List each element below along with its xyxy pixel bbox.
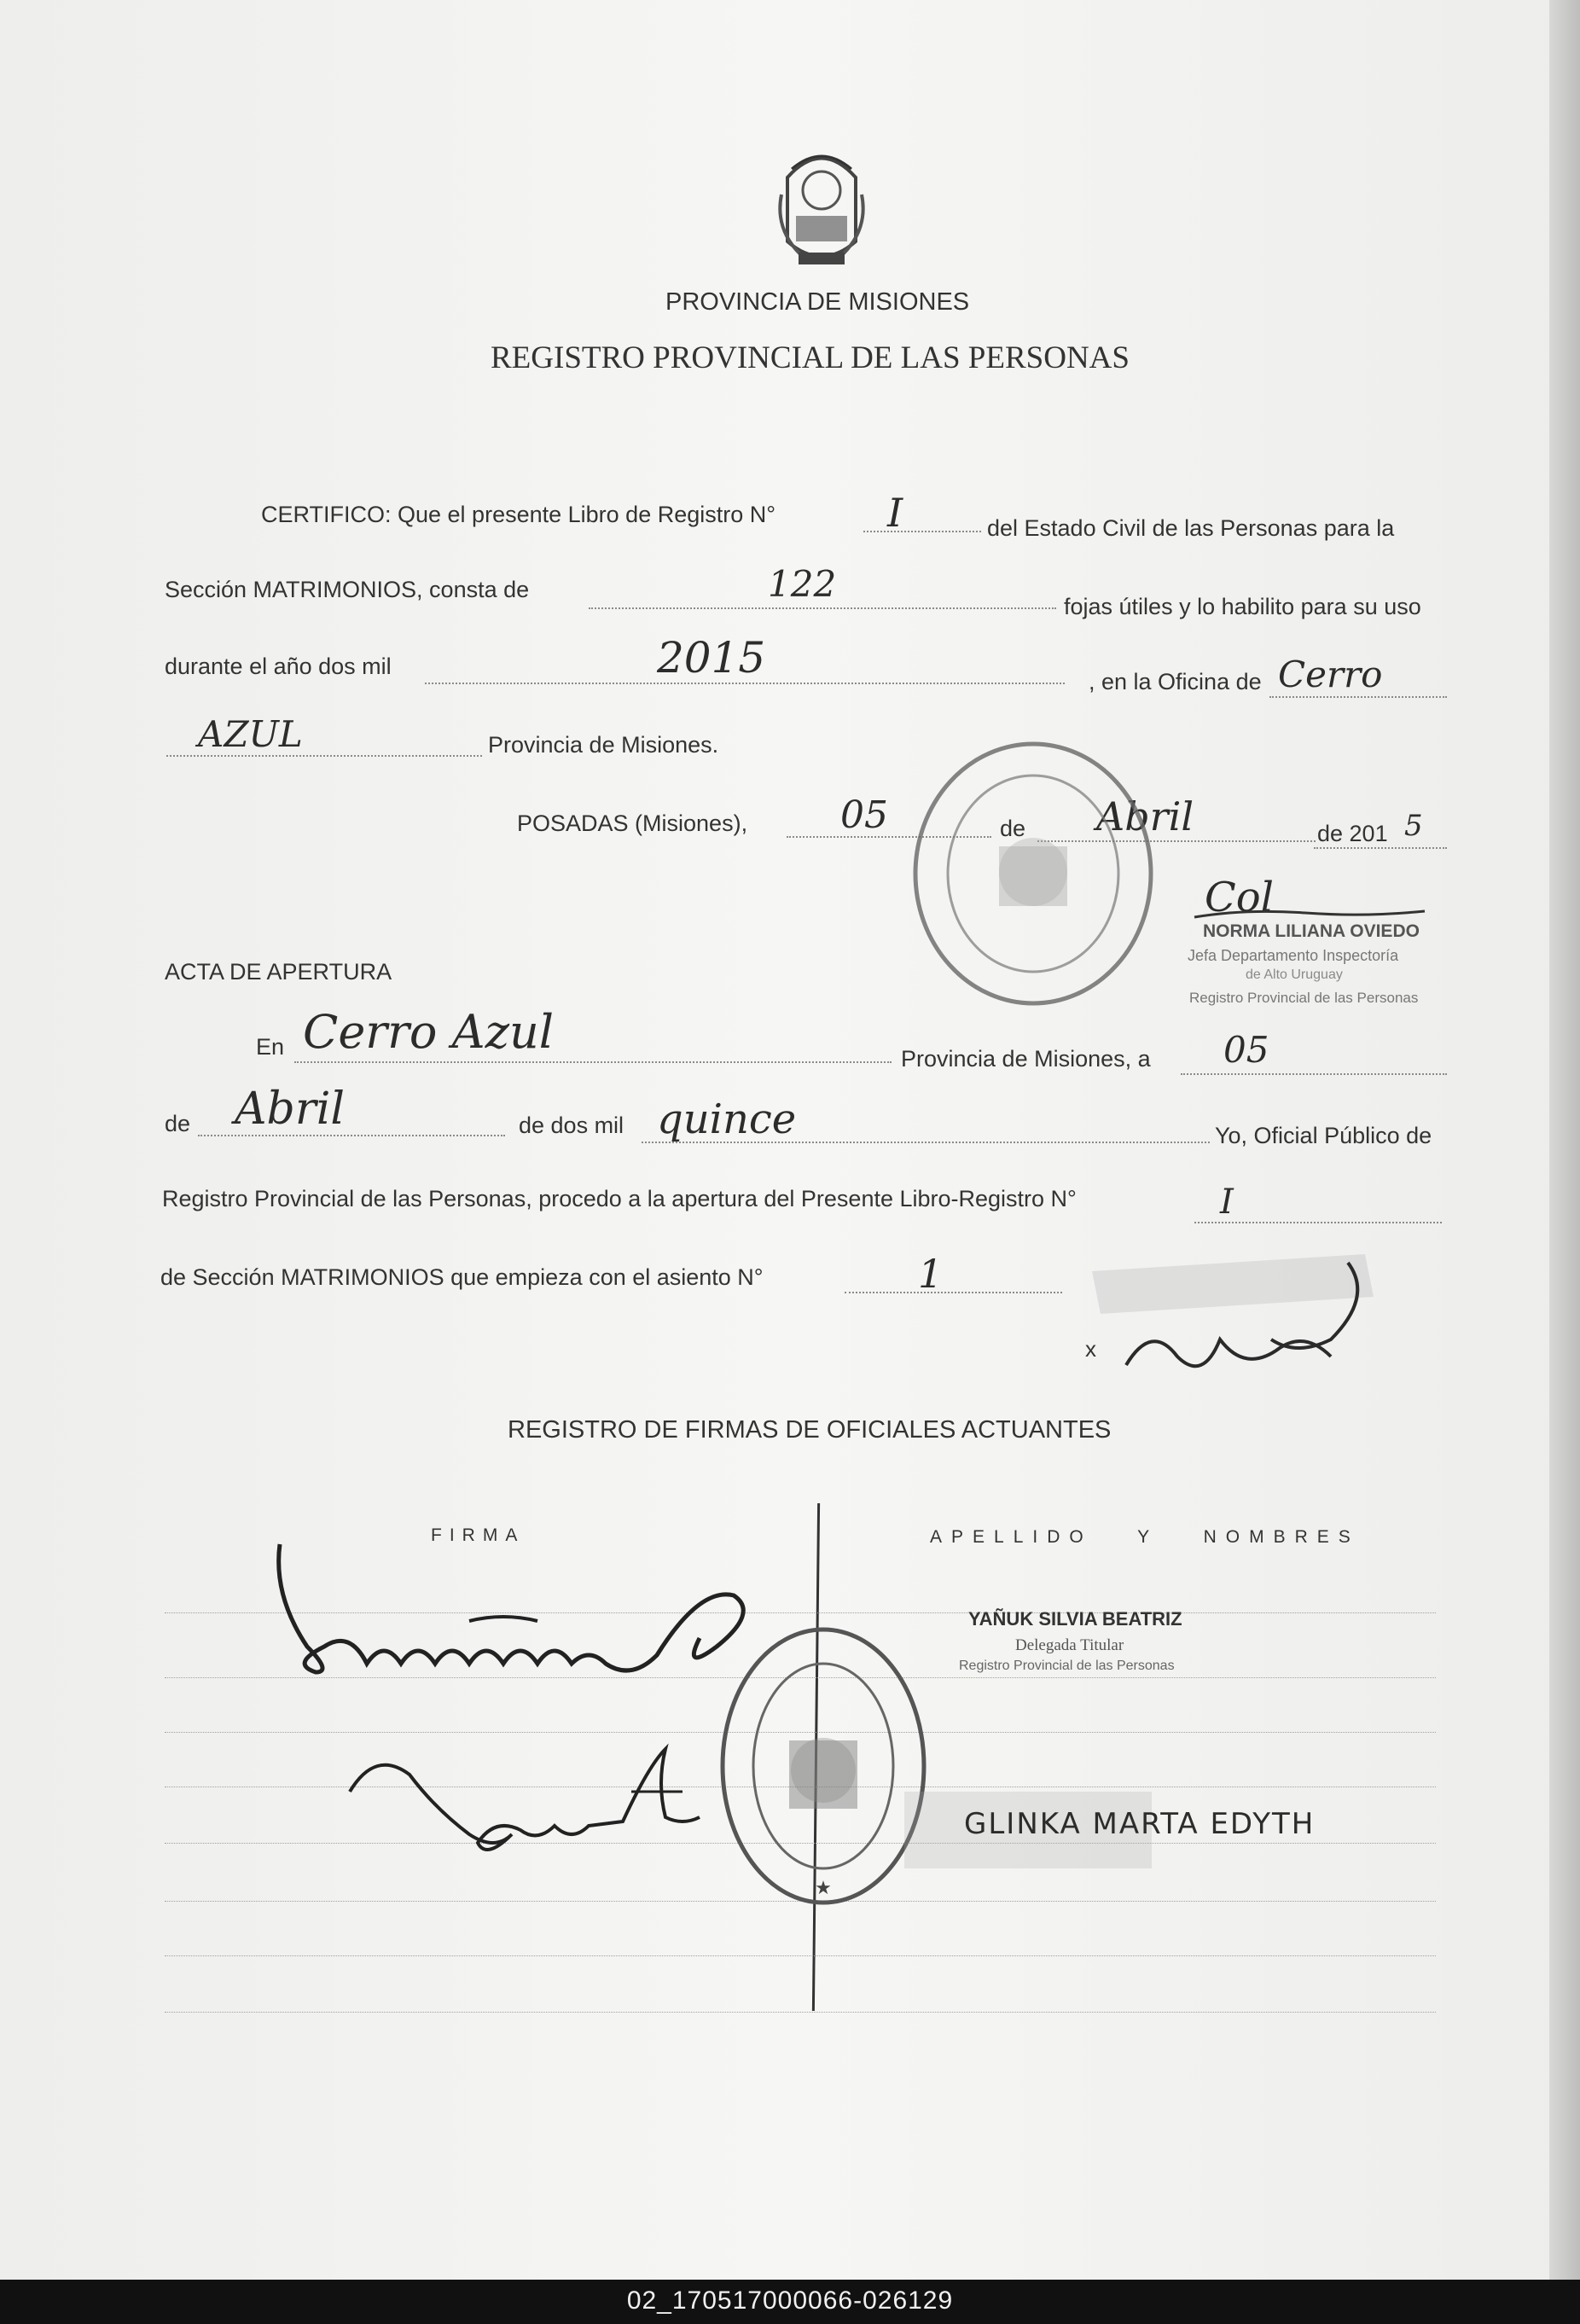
official1-title: Delegada Titular bbox=[1015, 1636, 1124, 1654]
certificate-text: de 201 bbox=[1317, 821, 1388, 846]
fill-line bbox=[863, 531, 981, 532]
certificate-text: de bbox=[1000, 816, 1026, 841]
fill-line bbox=[845, 1292, 1062, 1293]
certificate-year-digit: 5 bbox=[1404, 809, 1423, 843]
certificate-text: Sección MATRIMONIOS, consta de bbox=[165, 577, 530, 602]
names-column-header: APELLIDO Y NOMBRES bbox=[930, 1527, 1360, 1547]
province-coat-of-arms-icon bbox=[766, 143, 877, 271]
certificate-month: Abril bbox=[1096, 793, 1194, 840]
opening-text: de bbox=[165, 1111, 191, 1136]
opening-text: En bbox=[256, 1034, 285, 1060]
document-id: 02_170517000066-026129 bbox=[626, 2286, 954, 2315]
official2-name: GLINKA MARTA EDYTH bbox=[964, 1807, 1316, 1841]
opening-book-number: I bbox=[1220, 1182, 1234, 1222]
registry-year: 2015 bbox=[657, 633, 766, 683]
fill-line bbox=[1314, 847, 1447, 849]
registry-title: REGISTRO PROVINCIAL DE LAS PERSONAS bbox=[491, 340, 1130, 375]
certificate-text: CERTIFICO: Que el presente Libro de Registro N° bbox=[261, 502, 776, 527]
svg-text:x: x bbox=[1085, 1336, 1096, 1362]
fill-line bbox=[589, 607, 1056, 609]
opening-text: Yo, Oficial Público de bbox=[1215, 1123, 1432, 1148]
fill-line bbox=[166, 755, 482, 757]
signatures-heading: REGISTRO DE FIRMAS DE OFICIALES ACTUANTES bbox=[508, 1416, 1112, 1444]
official1-name: YAÑUK SILVIA BEATRIZ bbox=[968, 1608, 1182, 1630]
ruled-line bbox=[165, 2012, 1436, 2013]
official1-org: Registro Provincial de las Personas bbox=[959, 1659, 1175, 1673]
fill-line bbox=[1194, 1222, 1442, 1223]
place-label: POSADAS (Misiones), bbox=[517, 810, 748, 836]
certifier-name: NORMA LILIANA OVIEDO bbox=[1203, 921, 1420, 941]
signature-column-header: FIRMA bbox=[431, 1525, 526, 1545]
book-number: I bbox=[887, 490, 903, 536]
opening-entry-number: 1 bbox=[918, 1251, 944, 1297]
svg-text:★: ★ bbox=[815, 1877, 832, 1898]
certificate-text: Provincia de Misiones. bbox=[488, 732, 719, 758]
opening-day: 05 bbox=[1223, 1029, 1269, 1071]
opening-text: Provincia de Misiones, a bbox=[901, 1046, 1151, 1072]
official2-signature-icon bbox=[341, 1732, 725, 1877]
certificate-text: fojas útiles y lo habilito para su uso bbox=[1064, 594, 1421, 619]
certificate-text: durante el año dos mil bbox=[165, 654, 392, 679]
fill-line bbox=[1269, 696, 1447, 698]
official-seal-icon bbox=[909, 735, 1157, 1013]
folio-count: 122 bbox=[768, 563, 837, 605]
opening-month: Abril bbox=[235, 1084, 345, 1135]
office-name-part2: AZUL bbox=[198, 713, 303, 755]
certifier-org: Registro Provincial de las Personas bbox=[1189, 990, 1419, 1006]
page-edge bbox=[1549, 0, 1580, 2282]
opening-text: de Sección MATRIMONIOS que empieza con el asiento N° bbox=[160, 1264, 764, 1290]
office-name-part1: Cerro bbox=[1278, 654, 1383, 695]
opening-text: Registro Provincial de las Personas, procedo a la apertura del Presente Libro-Registro N° bbox=[162, 1186, 1077, 1211]
opening-year-words: quince bbox=[657, 1095, 797, 1143]
opening-location: Cerro Azul bbox=[303, 1005, 555, 1059]
province-title: PROVINCIA DE MISIONES bbox=[665, 288, 970, 316]
ruled-line bbox=[165, 1955, 1436, 1956]
certifier-initials: Col bbox=[1205, 874, 1274, 921]
official-signature-icon bbox=[1075, 1246, 1399, 1391]
certifier-title: Jefa Departamento Inspectoría bbox=[1188, 947, 1399, 964]
fill-line bbox=[198, 1135, 505, 1136]
opening-text: de dos mil bbox=[519, 1113, 624, 1138]
fill-line bbox=[1181, 1073, 1447, 1075]
opening-heading: ACTA DE APERTURA bbox=[165, 959, 392, 985]
certificate-text: del Estado Civil de las Personas para la bbox=[987, 515, 1395, 541]
fill-line bbox=[294, 1061, 892, 1063]
fill-line bbox=[425, 683, 1065, 684]
certifier-title2: de Alto Uruguay bbox=[1246, 967, 1343, 982]
official1-signature-icon bbox=[256, 1536, 768, 1706]
certificate-day: 05 bbox=[840, 793, 888, 837]
delegation-seal-icon bbox=[717, 1621, 930, 1911]
certificate-text: , en la Oficina de bbox=[1089, 669, 1262, 694]
